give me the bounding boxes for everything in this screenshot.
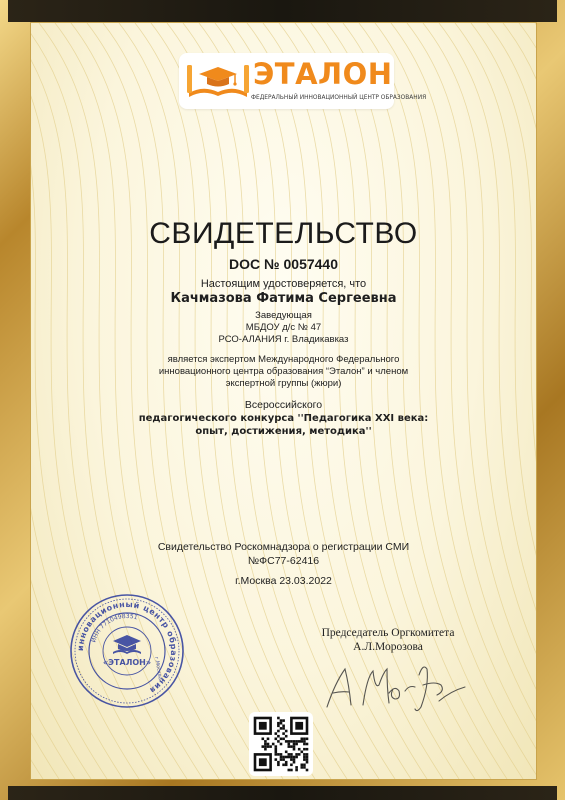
position-line: Заведующая [255,310,312,321]
registration-number: №ФС77-62416 [247,554,320,567]
stamp-center-text: «ЭТАЛОН» [103,658,151,667]
qr-module [295,743,298,746]
qr-module [290,745,293,748]
stamp-ring-text: инновационный центр образования [75,599,179,696]
qr-module [298,748,301,751]
qr-module [282,738,285,741]
expert-line: инновационного центра образования “Эталон” и членом [158,366,409,377]
qr-module [280,753,283,756]
organization-line: МБДОУ д/с № 47 [245,322,322,333]
graduation-cap-book-icon [183,59,253,103]
competition-prefix: Всероссийского [244,399,323,411]
qr-module [306,743,309,746]
qr-module [285,730,288,733]
qr-module [295,753,298,756]
qr-module [272,743,275,746]
qr-module [303,743,306,746]
qr-module [275,758,278,761]
qr-module [303,758,306,761]
qr-module [282,719,285,722]
qr-module [277,717,280,720]
organization-stamp [67,591,187,711]
handwritten-signature [319,655,469,715]
qr-module [277,761,280,764]
qr-finder [259,722,267,730]
qr-module [293,745,296,748]
logo-brand-text: ЭТАЛОН [253,57,393,91]
qr-module [280,727,283,730]
qr-module [295,740,298,743]
qr-module [293,743,296,746]
qr-module [275,738,278,741]
qr-module [301,766,304,769]
qr-module [293,740,296,743]
qr-module [288,745,291,748]
qr-code[interactable] [249,712,313,776]
qr-module [303,740,306,743]
qr-module [282,727,285,730]
qr-code-icon [249,712,313,776]
qr-module [306,758,309,761]
qr-module [303,738,306,741]
expert-line: экспертной группы (жюри) [225,378,342,389]
recipient-name: Качмазова Фатима Сергеевна [170,291,397,306]
qr-module [277,753,280,756]
qr-module [295,756,298,759]
qr-module [267,738,270,741]
qr-module [275,745,278,748]
qr-module [306,748,309,751]
competition-name-line: опыт, достижения, методика'' [195,426,372,437]
qr-module [264,740,267,743]
qr-module [264,748,267,751]
qr-module [298,740,301,743]
document-number: DOC № 0057440 [229,256,338,272]
qr-module [301,738,304,741]
qr-finder [259,758,267,766]
qr-module [303,756,306,759]
certificate-paper [30,22,537,780]
qr-module [293,748,296,751]
qr-module [295,769,298,772]
qr-module [285,761,288,764]
qr-module [264,743,267,746]
qr-module [306,761,309,764]
qr-module [306,738,309,741]
qr-module [306,753,309,756]
qr-module [285,735,288,738]
qr-module [303,766,306,769]
qr-module [262,745,265,748]
stamp-inn: ИНН 7710498351 [90,612,139,644]
qr-module [262,738,265,741]
qr-module [277,764,280,767]
qr-finder [295,722,303,730]
qr-module [303,764,306,767]
qr-module [288,740,291,743]
qr-module [285,751,288,754]
registration-line: Свидетельство Роскомнадзора о регистрации СМИ [157,541,410,553]
qr-module [280,738,283,741]
qr-module [290,740,293,743]
signature-role: Председатель Оргкомитета [321,627,455,639]
qr-module [306,769,309,772]
qr-module [288,743,291,746]
qr-module [275,751,278,754]
logo-subtitle: ФЕДЕРАЛЬНЫЙ ИННОВАЦИОННЫЙ ЦЕНТР ОБРАЗОВАНИЯ [251,93,427,101]
region-line: РСО-АЛАНИЯ г. Владикавказ [218,334,349,345]
frame-bottom-band [8,786,557,800]
qr-module [282,756,285,759]
qr-module [277,722,280,725]
qr-module [290,764,293,767]
qr-module [280,758,283,761]
qr-module [303,748,306,751]
qr-module [301,764,304,767]
qr-module [269,745,272,748]
qr-module [290,758,293,761]
qr-module [285,756,288,759]
expert-line: является экспертом Международного Федерального [167,354,400,365]
qr-module [295,766,298,769]
place-date: г.Москва 23.03.2022 [235,575,332,587]
qr-module [282,725,285,728]
qr-module [288,769,291,772]
qr-module [293,756,296,759]
qr-module [293,761,296,764]
qr-module [282,764,285,767]
qr-module [280,719,283,722]
stamp-city: г.Москва [153,656,163,681]
qr-module [306,756,309,759]
qr-module [277,740,280,743]
qr-module [290,769,293,772]
qr-module [280,756,283,759]
qr-module [277,725,280,728]
qr-module [264,745,267,748]
qr-module [267,745,270,748]
qr-module [303,753,306,756]
competition-name-line: педагогического конкурса ''Педагогика XXI века: [138,413,429,424]
frame-top-band [8,0,557,22]
signature-block [303,626,473,654]
qr-module [288,753,291,756]
etalon-logo [179,53,427,109]
signature-name: А.Л.Морозова [353,641,423,653]
qr-module [277,730,280,733]
qr-module [275,748,278,751]
qr-module [275,753,278,756]
qr-module [298,753,301,756]
qr-module [282,758,285,761]
qr-module [293,758,296,761]
qr-module [275,732,278,735]
qr-module [290,753,293,756]
qr-module [285,740,288,743]
qr-module [280,743,283,746]
expert-statement [31,354,536,390]
qr-module [285,764,288,767]
qr-module [267,743,270,746]
qr-module [280,722,283,725]
certificate-title: СВИДЕТЕЛЬСТВО [149,217,418,250]
competition-block [31,399,536,438]
qr-module [301,751,304,754]
recipient-position [31,310,536,346]
confirm-text: Настоящим удостоверяется, что [200,278,367,290]
registration-info [31,541,536,568]
stamp-cap-icon [113,635,141,654]
qr-module [282,732,285,735]
qr-module [290,756,293,759]
qr-module [301,740,304,743]
qr-module [277,735,280,738]
qr-module [288,756,291,759]
